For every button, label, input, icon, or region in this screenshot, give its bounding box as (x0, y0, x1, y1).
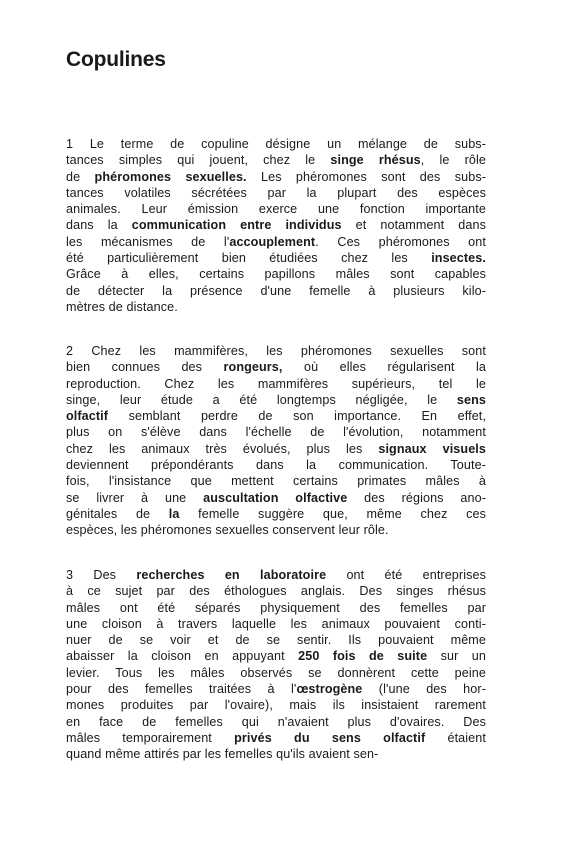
text-line: à ce sujet par des éthologues anglais. Des singes rhésus (66, 584, 486, 599)
text-line: mâles temporairement privés du sens olfactif étaient (66, 730, 486, 745)
text-line: tances volatiles sécrétées par la plupart des espèces (66, 185, 486, 200)
bold-term: phéromones sexuelles. (94, 169, 247, 184)
text-line: une cloison à travers laquelle les animaux pouvaient conti- (66, 616, 486, 631)
text-line: génitales de la femelle suggère que, même chez ces (66, 506, 487, 521)
bold-term: rongeurs, (223, 360, 283, 375)
text-line: les mécanismes de l'accouplement. Ces phéromones ont (66, 234, 486, 249)
bold-term: sens (456, 392, 486, 407)
text-line: mètres de distance. (66, 299, 178, 314)
bold-term: auscultation olfactive (203, 490, 348, 505)
text-line: chez les animaux très évolués, plus les signaux visuels (66, 441, 487, 456)
paragraph-2 (66, 343, 486, 539)
bold-term: la (168, 506, 180, 521)
bold-term: signaux visuels (378, 441, 487, 456)
text-line: mones produites par l'ovaire), mais ils insistaient rarement (66, 698, 486, 713)
text-line: de phéromones sexuelles. Les phéromones sont des subs- (66, 169, 487, 184)
text-line: 3 Des recherches en laboratoire ont été entreprises (66, 568, 487, 582)
bold-term: insectes. (431, 251, 486, 266)
bold-term: 250 fois de suite (298, 649, 428, 664)
text-line: bien connues des rongeurs, où elles régularisent la (66, 360, 486, 375)
text-line: olfactif semblant perdre de son importance. En effet, (66, 409, 486, 424)
text-line: nuer de se voir et de se sentir. Ils pouvaient même (66, 633, 486, 648)
text-line: 2 Chez les mammifères, les phéromones sexuelles sont (66, 344, 486, 358)
text-line: de détecter la présence d'une femelle à plusieurs kilo- (66, 283, 486, 298)
text-line: dans la communication entre individus et notamment dans (66, 218, 486, 233)
text-line: se livrer à une auscultation olfactive des régions ano- (66, 490, 487, 505)
bold-term: œstrogène (296, 682, 363, 697)
paragraph-3 (66, 567, 486, 763)
text-line: animales. Leur émission exerce une fonction importante (66, 202, 486, 217)
text-line: été particulièrement bien étudiées chez les insectes. (66, 251, 486, 266)
text-line: quand même attirés par les femelles qu'ils avaient sen- (66, 747, 379, 762)
text-line: singe, leur étude a été longtemps négligée, le sens (66, 392, 486, 407)
text-line: en face de femelles qui n'avaient plus d'ovaires. Des (66, 714, 486, 729)
bold-term: olfactif (66, 409, 109, 424)
text-line: mâles ont été séparés physiquement des femelles par (66, 600, 486, 615)
text-line: pour des femelles traitées à l'œstrogène (l'une des hor- (66, 682, 486, 697)
text-line: abaisser la cloison en appuyant 250 fois de suite sur un (66, 649, 486, 664)
paragraph-1 (66, 136, 486, 315)
bold-term: communication entre individus (131, 218, 342, 233)
text-line: Grâce à elles, certains papillons mâles sont capables (66, 267, 486, 282)
text-line: espèces, les phéromones sexuelles conservent leur rôle. (66, 523, 389, 538)
text-line: levier. Tous les mâles observés se donnèrent cette peine (66, 665, 486, 680)
bold-term: singe rhésus (330, 153, 421, 168)
text-line: reproduction. Chez les mammifères supérieurs, tel le (66, 376, 486, 391)
text-line: plus on s'élève dans l'échelle de l'évolution, notamment (66, 425, 486, 440)
page-title: Copulines (66, 48, 166, 71)
bold-term: privés du sens olfactif (234, 730, 426, 745)
text-line: tances simples qui jouent, chez le singe rhésus, le rôle (66, 153, 487, 168)
bold-term: accouplement (229, 234, 316, 249)
text-line: deviennent prépondérants dans la communication. Toute- (66, 458, 486, 473)
bold-term: recherches en laboratoire (136, 568, 327, 582)
text-line: 1 Le terme de copuline désigne un mélange de subs- (66, 137, 486, 151)
text-line: fois, l'insistance que mettent certains primates mâles à (66, 474, 486, 489)
